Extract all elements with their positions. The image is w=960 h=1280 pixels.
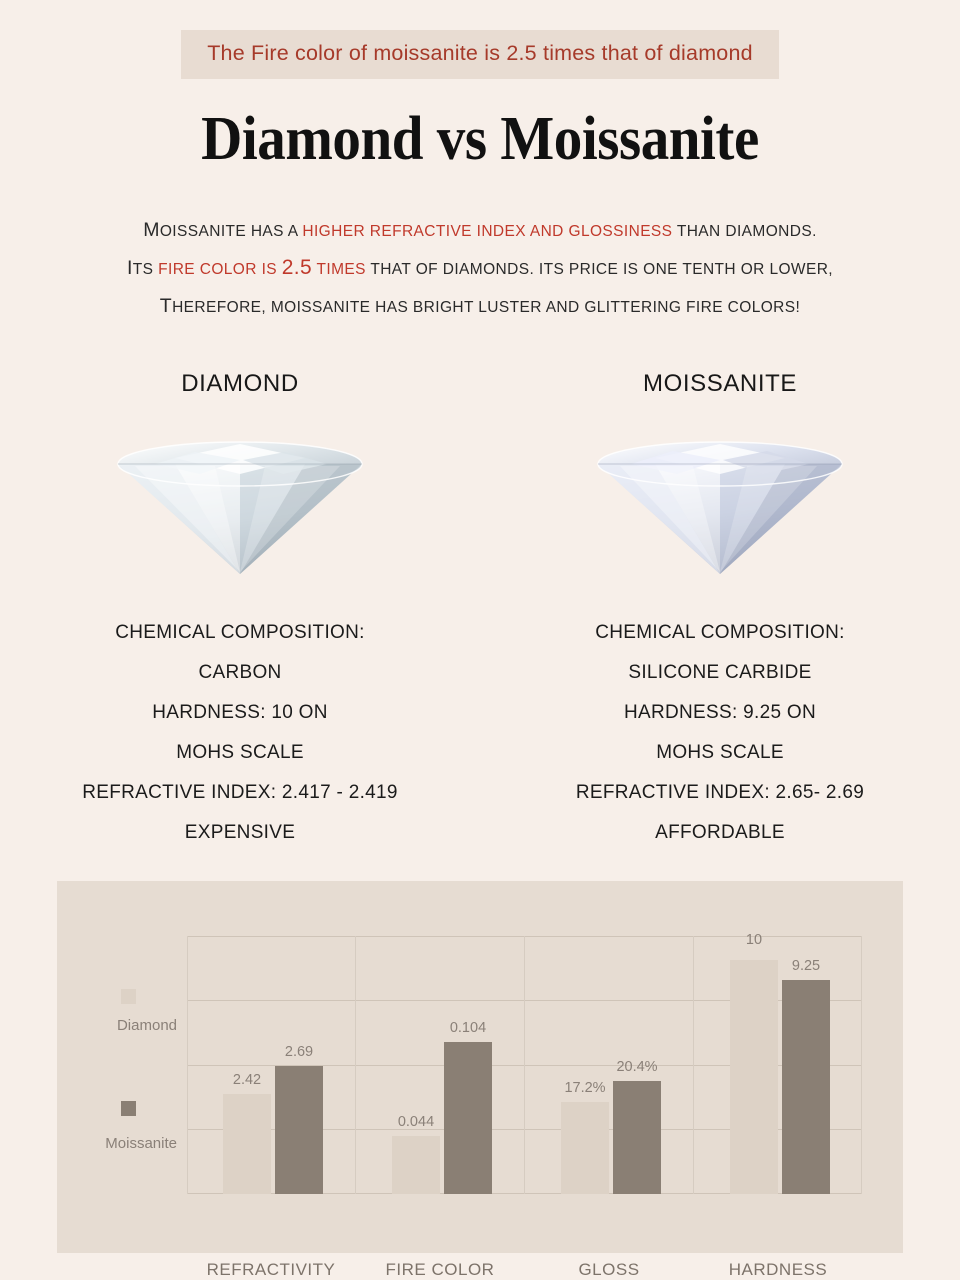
intro-line-1-highlight: HIGHER REFRACTIVE INDEX AND GLOSSINESS <box>302 223 673 240</box>
bar-diamond-fire-color <box>392 1136 440 1194</box>
category-label-refractivity: REFRACTIVITY <box>206 1260 336 1279</box>
intro-line-2-part-c: TS PRICE IS ONE TENTH OR LOWER, <box>543 261 834 278</box>
intro-line-3-part-a: HEREFORE, M <box>172 299 285 316</box>
bar-value-diamond-refractivity: 2.42 <box>232 1072 262 1088</box>
intro-line-2-part-b: THAT OF DIAMONDS. I <box>365 261 544 278</box>
moissanite-gem-image <box>595 414 845 579</box>
bar-value-moissanite-hardness: 9.25 <box>791 958 821 974</box>
spec-line: EXPENSIVE <box>184 822 296 843</box>
diamond-gem-image <box>115 414 365 579</box>
bar-value-moissanite-fire-color: 0.104 <box>449 1020 487 1036</box>
spec-line: CHEMICAL COMPOSITION: <box>595 622 845 643</box>
intro-line-1-part-a: OISSANITE HAS A <box>159 223 303 240</box>
column-diamond-specs <box>0 613 480 853</box>
bar-group-gloss <box>525 936 693 1194</box>
spec-line: HARDNESS: 10 ON <box>152 702 328 723</box>
intro-line-1-part-b: THAN DIAMONDS. <box>672 223 817 240</box>
bar-diamond-hardness <box>730 960 778 1194</box>
bar-value-moissanite-refractivity: 2.69 <box>284 1044 314 1060</box>
bar-moissanite-hardness <box>782 980 830 1194</box>
intro-line-2 <box>0 250 960 288</box>
chart-inner <box>57 881 903 1279</box>
banner-text: The Fire color of moissanite is 2.5 times that of diamond <box>181 30 779 79</box>
spec-line: MOHS SCALE <box>656 742 784 763</box>
bar-group-fire-color <box>356 936 524 1194</box>
chart-plot-area <box>187 932 862 1279</box>
intro-line-2-highlight-b: TIMES <box>312 261 366 278</box>
intro-line-3-part-b: OISSANITE HAS BRIGHT LUSTER AND GLITTERING FIRE COLORS! <box>284 299 801 316</box>
bar-group-hardness <box>694 932 862 1194</box>
column-moissanite <box>480 370 960 853</box>
intro-line-1 <box>0 212 960 250</box>
legend-label-diamond: Diamond <box>116 1017 177 1034</box>
intro-line-3 <box>0 288 960 326</box>
bar-diamond-gloss <box>561 1102 609 1194</box>
page-title: Diamond vs Moissanite <box>201 105 759 173</box>
intro-line-2-part-a: TS <box>132 261 159 278</box>
category-label-fire-color: FIRE COLOR <box>385 1260 495 1279</box>
bar-group-refractivity <box>187 936 355 1194</box>
legend-swatch-diamond <box>121 989 136 1004</box>
spec-line: MOHS SCALE <box>176 742 304 763</box>
column-moissanite-title: MOISSANITE <box>642 370 798 397</box>
intro-line-2-number: 2.5 <box>281 256 313 279</box>
spec-line: REFRACTIVE INDEX: 2.65- 2.69 <box>575 782 865 803</box>
spec-line: CARBON <box>198 662 282 683</box>
intro-line-2-dropcap: I <box>126 257 133 279</box>
spec-line: REFRACTIVE INDEX: 2.417 - 2.419 <box>82 782 398 803</box>
bar-moissanite-gloss <box>613 1081 661 1194</box>
comparison-columns <box>0 370 960 853</box>
bar-value-diamond-fire-color: 0.044 <box>397 1114 435 1130</box>
category-label-gloss: GLOSS <box>578 1260 640 1279</box>
intro-line-3-dropcap: T <box>159 295 173 317</box>
bar-value-moissanite-gloss: 20.4% <box>616 1059 658 1075</box>
spec-line: AFFORDABLE <box>655 822 785 843</box>
legend-label-moissanite: Moissanite <box>105 1135 177 1152</box>
bar-diamond-refractivity <box>223 1094 271 1194</box>
bar-value-diamond-hardness: 10 <box>745 932 763 948</box>
intro-paragraph <box>0 212 960 326</box>
intro-line-1-dropcap: M <box>143 219 160 241</box>
comparison-bar-chart <box>57 881 903 1279</box>
spec-line: SILICONE CARBIDE <box>628 662 812 683</box>
column-moissanite-specs <box>480 613 960 853</box>
category-label-hardness: HARDNESS <box>728 1260 828 1279</box>
spec-line: HARDNESS: 9.25 ON <box>624 702 816 723</box>
bar-value-diamond-gloss: 17.2% <box>564 1080 606 1096</box>
column-diamond <box>0 370 480 853</box>
banner-container <box>0 30 960 79</box>
column-diamond-title: DIAMOND <box>181 370 299 397</box>
legend-swatch-moissanite <box>121 1101 136 1116</box>
spec-line: CHEMICAL COMPOSITION: <box>115 622 365 643</box>
intro-line-2-highlight-a: FIRE COLOR IS <box>158 261 282 278</box>
